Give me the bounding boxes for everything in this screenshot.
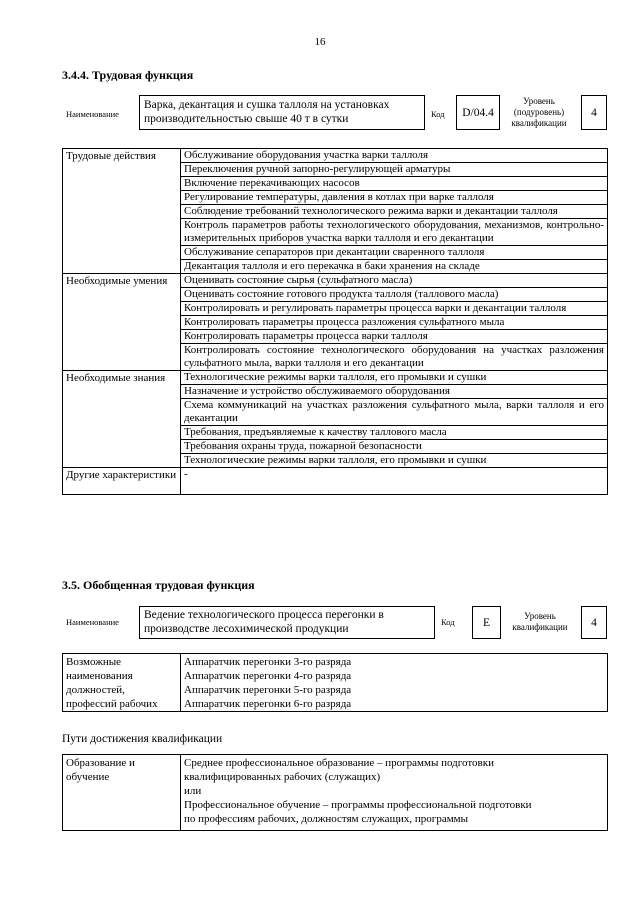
section-heading-35: 3.5. Обобщенная трудовая функция	[62, 578, 255, 592]
table-cell: Назначение и устройство обслуживаемого оборудования	[181, 385, 608, 399]
row-group-label: Другие характеристики	[63, 468, 181, 495]
level-value-35: 4	[581, 606, 607, 639]
code-label: Код	[431, 109, 445, 119]
education-line: Профессиональное обучение – программы профессиональной подготовки	[184, 799, 532, 811]
table-cell: -	[184, 468, 188, 480]
education-table	[62, 754, 608, 831]
row-group-label: Трудовые действия	[63, 149, 181, 274]
table-cell: Обслуживание оборудования участка варки таллоля	[181, 149, 608, 163]
code-value-35: Е	[472, 606, 501, 639]
section-heading: 3.4.4. Трудовая функция	[62, 68, 194, 82]
table-row	[63, 149, 608, 163]
table-cell: Технологические режимы варки таллоля, его промывки и сушки	[181, 371, 608, 385]
name-value: Варка, декантация и сушка таллоля на установках производительностью свыше 40 т в сутки	[139, 95, 425, 130]
position-item: Аппаратчик перегонки 4-го разряда	[184, 670, 352, 682]
table-cell: Оценивать состояние готового продукта таллоля (таллового масла)	[181, 288, 608, 302]
table-cell: Переключения ручной запорно-регулирующей арматуры	[181, 163, 608, 177]
paths-heading: Пути достижения квалификации	[62, 733, 223, 745]
education-text	[181, 755, 608, 831]
position-item: Аппаратчик перегонки 3-го разряда	[184, 656, 352, 668]
page-number: 16	[314, 36, 326, 48]
code-value: D/04.4	[456, 95, 500, 130]
education-line: по профессиям рабочих, должностям служащих, программы	[184, 813, 469, 825]
table-cell: Соблюдение требований технологического режима варки и декантации таллоля	[181, 205, 608, 219]
table-cell: Контролировать параметры процесса варки таллоля	[181, 330, 608, 344]
table-cell: Контроль параметров работы технологического оборудования, механизмов, контрольно-измерительных приборов участка варки таллоля и его декантации	[181, 219, 608, 246]
labor-function-table	[62, 148, 608, 495]
table-row	[63, 468, 608, 495]
table-cell: Требования охраны труда, пожарной безопасности	[181, 440, 608, 454]
level-label-35: Уровень квалификации	[512, 611, 568, 632]
name-label: Наименование	[66, 109, 119, 119]
name-label-35: Наименование	[66, 617, 119, 627]
code-label-35: Код	[441, 617, 455, 627]
table-row	[63, 371, 608, 385]
education-line: Среднее профессиональное образование – программы подготовки	[184, 757, 494, 769]
table-cell: Оценивать состояние сырья (сульфатного масла)	[181, 274, 608, 288]
table-cell: Обслуживание сепараторов при декантации сваренного таллоля	[181, 246, 608, 260]
row-group-label: Необходимые умения	[63, 274, 181, 371]
table-cell: Контролировать состояние технологического оборудования на участках разложения сульфатного мыла, варки таллоля и его декантации	[181, 344, 608, 371]
positions-label: Возможные наименования должностей, профессий рабочих	[63, 654, 181, 712]
table-cell: Декантация таллоля и его перекачка в баки хранения на складе	[181, 260, 608, 274]
row-group-label: Необходимые знания	[63, 371, 181, 468]
table-cell: Регулирование температуры, давления в котлах при варке таллоля	[181, 191, 608, 205]
education-line: квалифицированных рабочих (служащих)	[184, 771, 381, 783]
position-item: Аппаратчик перегонки 5-го разряда	[184, 684, 352, 696]
table-cell: Контролировать параметры процесса разложения сульфатного мыла	[181, 316, 608, 330]
positions-table	[62, 653, 608, 712]
level-label: Уровень (подуровень) квалификации	[511, 96, 567, 128]
level-value: 4	[581, 95, 607, 130]
position-item: Аппаратчик перегонки 6-го разряда	[184, 698, 352, 710]
table-cell: Схема коммуникаций на участках разложения сульфатного мыла, варки таллоля и его декантации	[181, 399, 608, 426]
education-label: Образование и обучение	[63, 755, 181, 831]
table-row	[63, 274, 608, 288]
positions-list	[181, 654, 608, 712]
education-line: или	[184, 785, 202, 797]
table-cell: Технологические режимы варки таллоля, его промывки и сушки	[181, 454, 608, 468]
table-cell: Требования, предъявляемые к качеству таллового масла	[181, 426, 608, 440]
name-value-35: Ведение технологического процесса перегонки в производстве лесохимической продукции	[139, 606, 435, 639]
table-cell: Контролировать и регулировать параметры процесса варки и декантации таллоля	[181, 302, 608, 316]
table-cell: Включение перекачивающих насосов	[181, 177, 608, 191]
